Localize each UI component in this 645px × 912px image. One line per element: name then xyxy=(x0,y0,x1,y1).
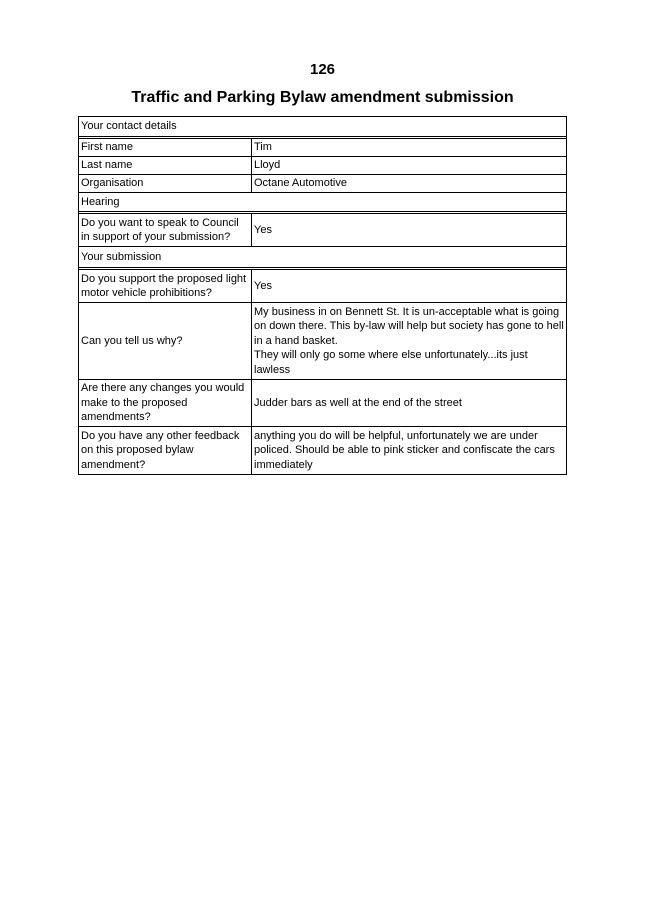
table-row xyxy=(78,213,567,247)
field-value: My business in on Bennett St. It is un-acceptable what is going on down there. This by-law will help but society has gone to hell in a hand basket. They will only go some where else unfortunately...its just lawless xyxy=(254,305,564,376)
field-value: Judder bars as well at the end of the street xyxy=(254,396,462,409)
table-row xyxy=(78,174,567,193)
table-row xyxy=(78,156,567,175)
field-value: anything you do will be helpful, unfortunately we are under policed. Should be able to pink sticker and confiscate the cars immediately xyxy=(254,429,555,471)
field-label: First name xyxy=(79,139,252,156)
field-value: Tim xyxy=(254,141,272,154)
field-label: Do you have any other feedback on this proposed bylaw amendment? xyxy=(79,427,252,474)
section-header-submission xyxy=(78,246,567,268)
section-heading: Hearing xyxy=(81,195,120,208)
table-row xyxy=(78,269,567,303)
field-label: Are there any changes you would make to the proposed amendments? xyxy=(79,380,252,426)
field-value: Yes xyxy=(254,279,272,292)
table-row xyxy=(78,379,567,427)
submission-form xyxy=(78,116,567,475)
section-heading: Your submission xyxy=(81,250,162,263)
field-value: Yes xyxy=(254,223,272,236)
page-title: Traffic and Parking Bylaw amendment submission xyxy=(131,89,514,106)
field-value: Octane Automotive xyxy=(254,177,347,190)
field-label: Can you tell us why? xyxy=(79,303,252,379)
field-label: Last name xyxy=(79,157,252,174)
page-number: 126 xyxy=(309,61,336,78)
field-label: Organisation xyxy=(79,175,252,192)
field-label: Do you support the proposed light motor vehicle prohibitions? xyxy=(79,270,252,302)
field-label: Do you want to speak to Council in support of your submission? xyxy=(79,214,252,246)
table-row xyxy=(78,138,567,157)
table-row xyxy=(78,426,567,475)
section-header-hearing xyxy=(78,192,567,212)
field-value: Lloyd xyxy=(254,159,281,172)
table-row xyxy=(78,302,567,380)
section-header-contact xyxy=(78,116,567,137)
section-heading: Your contact details xyxy=(81,120,177,133)
